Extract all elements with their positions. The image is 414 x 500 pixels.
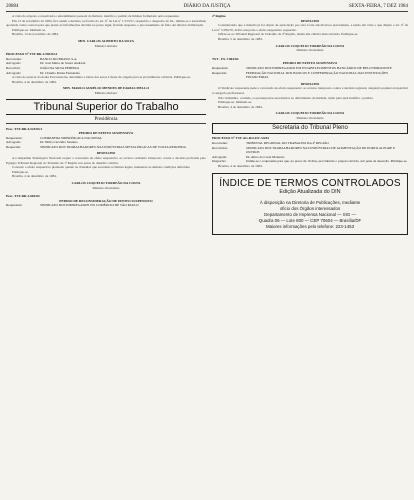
page-header [6,3,408,12]
paragraph: Publique-se. Intimem-se. [218,100,252,105]
signature-name: CARLOS COQUEIJO TORREÃO DA COSTA [71,181,141,186]
party-row: Requerido: FEDERAÇÃO NACIONAL DOS BANCOS E CONFEDERAÇÃO NACIONAL DAS INSTITUIÇÕES FINANCEIRAS [212,70,389,80]
left-column [6,14,206,208]
signature-name: MIN. MARCO AURÉLIO MENDES DE FARIAS MELLO [63,86,149,91]
process-title: PEDIDO DE EFEITO SUSPENSIVO [78,131,134,136]
paragraph: Brasília, 13 de novembro de 1984. [12,32,59,37]
despacho-label: DESPACHO [300,18,320,23]
party-row: Advogado: Dr. José Maria de Souza Andrade [6,61,86,66]
paragraph: Brasília, 4 de dezembro de 1984. [12,79,57,84]
signature-name: CARLOS COQUEIJO TORREÃO DA COSTA [275,43,345,48]
party-row: Recorrido: JOÃO DA SILVA PEREIRA [6,65,80,70]
paragraph: Publique-se. [12,169,29,174]
section-subtitle-presidencia: Presidência [6,116,206,124]
paragraph: Concedo o efeito suspensivo pleiteado quanto às cláusulas que excedem os limites legais, mantendo as demais condições deferidas. [12,165,191,170]
signature-role: Ministro-Relator [94,90,118,95]
issue-date: SEXTA-FEIRA, 7 DEZ 1984 [348,4,408,9]
paragraph: Brasília, 4 de dezembro de 1984. [12,174,57,179]
paragraph: A Companhia Siderúrgica Nacional requer a concessão de efeito suspensivo ao recurso ordinário interposto contra a decisão proferida pelo Egrégio Tribunal Regional do Trabalho da 1ª Região nos autos do dissídio coletivo. [6,156,206,165]
process-title: PEDIDO DE RECONSIDERAÇÃO DE EFEITO SUSPENSIVO [59,198,153,203]
process-title: PEDIDO DE EFEITO SUSPENSIVO [282,61,338,66]
paragraph: Oficie-se ao Tribunal Regional do Trabalho da 2ª Região, dando-lhe ciência desta decisão. Publique-se. [218,32,359,37]
process-heading: PROCESSO Nº TST-AG-RO-DC-54/84 [212,136,269,141]
paragraph: Não vislumbro, contudo, os pressupostos necessários ao deferimento da medida, razão pela qual indefiro o pedido. [218,95,374,100]
process-heading: PROCESSO Nº TST-RR-2.583/84.4 [6,52,58,57]
right-column [212,14,408,235]
paragraph: Em 13 de novembro de 1984, fica assim a decisão, na forma do art. 6º da Lei nº 1.533/51, requerido o despacho de fls., intime-se a autoridade apontada como coatora para que preste as informações devidas no prazo legal, ficando suspenso o processamento do feito até ulterior deliberação. [6,18,206,28]
party-row: Requerente: SINDICATO DOS EMPREGADOS EM ESTABELECIMENTOS BANCÁRIOS DE BELO HORIZONTE [212,65,392,70]
process-heading: Proc. TST-RR-6.524/84.3 [6,126,43,131]
paragraph: Brasília, 4 de dezembro de 1984. [218,104,263,109]
index-line: Maiores informações pelo telefone: 223-1453 [265,223,355,229]
paragraph: A vista do parecer da douta Procuradoria, determino a baixa dos autos à Junta de origem para as providências cabíveis. Publique-se. [12,75,191,80]
paragraph: A vista do exposto e ressalvado o entendimento pessoal do Relator, indefiro o pedido de liminar formulado pelo requerente. [12,14,180,18]
party-row: Advogado: Dr. Hélio Carvalho Santana [6,140,78,145]
party-row: Recorridos: SINDICATO DOS TRABALHADORES NAS INDÚSTRIAS DE ALIMENTAÇÃO DE PORTO ALEGRE E OUTROS [212,145,396,155]
party-row: Requerente: SINDICATO DOS EMPREGADOS NO COMÉRCIO DE SÃO PAULO [6,203,139,208]
signature-role: Ministro-Presidente [92,185,120,190]
party-row: Recorrente: BANCO DO BRASIL S.A. [6,56,78,61]
index-line: À disposição na Diretoria de Publicações, mediante [259,199,361,205]
paragraph: Publique-se. Intimem-se. [12,27,46,32]
party-row: Despacho: Intime-se o requerente para que, no prazo de 10 dias, providencie o preparo devido, sob pena de deserção. Publique-se. [212,159,408,164]
index-title: ÍNDICE DE TERMOS CONTROLADOS [219,177,401,189]
signature-role: Ministro-Presidente [296,48,324,53]
index-line: Quadra 06 — Lote 800 — CEP 70604 — Brasília/DF [258,217,362,223]
section-title-tribunal: Tribunal Superior do Trabalho [6,99,206,115]
signature-name: CARLOS COQUEIJO TORREÃO DA COSTA [275,111,345,116]
despacho-label: DESPACHO [96,151,116,156]
process-heading: Proc. TST-RR-3.864/84 [6,194,40,199]
party-row: Requerido: SINDICATO DOS TRABALHADORES NAS INDÚSTRIAS METALÚRGICAS DE VOLTA REDONDA [6,144,186,149]
index-subtitle: Edição Atualizada do DIN [279,188,341,195]
party-row: Advogado: Dr. Alino da Costa Monteiro [212,154,285,159]
process-heading: 2ª Região [212,14,226,18]
section-title-secretaria: Secretaria do Tribunal Pleno [212,123,408,134]
index-line: oficio dos Órgãos interessados [279,205,341,211]
journal-title: DIÁRIO DA JUSTIÇA [183,4,231,9]
paragraph: O Sindicato requerente pede a concessão de efeito suspensivo ao recurso interposto contra a decisão regional, alegando prejuízo irreparável à categoria profissional. [212,86,408,95]
index-advertisement-box [212,173,408,235]
party-row: Advogado: Dr. Cláudio Penna Fernandes [6,70,80,75]
signature-name: MIN. CARLOS ALBERTO DA SILVA [78,38,134,43]
despacho-label: DESPACHO [300,81,320,86]
party-row: Recorrente: TRIBUNAL REGIONAL DO TRABALHO DA 4ª REGIÃO [212,141,329,146]
signature-role: Ministro-Relator [94,43,118,48]
index-line: Departamento de Imprensa Nacional — SIG — [264,211,356,217]
party-row: Requerente: COMPANHIA SIDERÚRGICA NACIONAL [6,135,103,140]
paragraph: Considerando que a matéria já foi objeto de apreciação por esta Corte em diversos precedentes, e tendo em vista o que dispõe o art. 9º da Lei nº 5.584/70, defiro em parte o efeito suspensivo requerido. [212,23,408,32]
page-number: 20884 [6,4,19,9]
signature-role: Ministro-Presidente [296,115,324,120]
paragraph: Brasília, 4 de dezembro de 1984. [218,164,263,169]
paragraph: Brasília, 5 de dezembro de 1984. [218,36,263,41]
process-heading: TST - ES-7.804/84 [212,56,239,61]
